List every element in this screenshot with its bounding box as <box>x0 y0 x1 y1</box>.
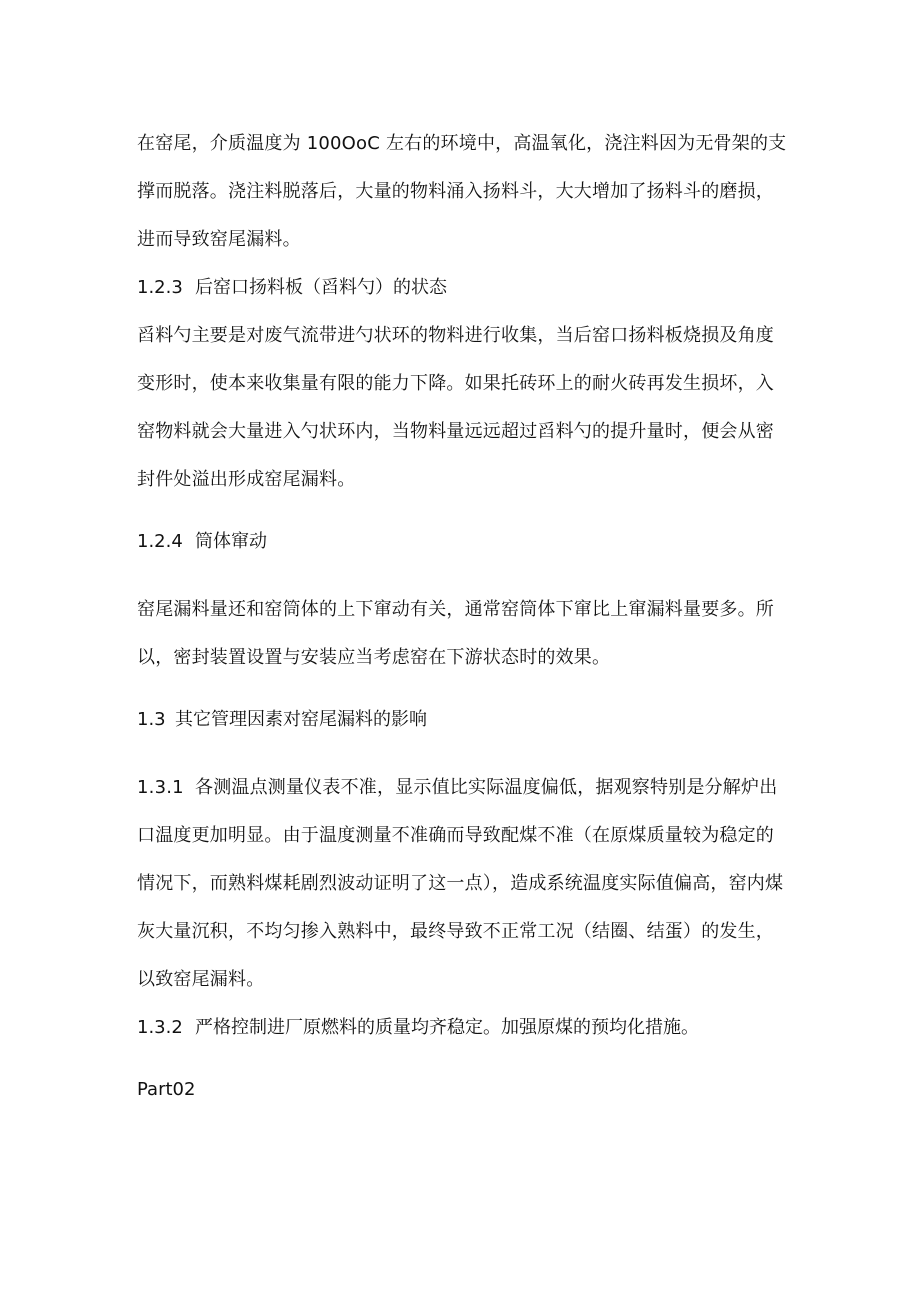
heading-text: 其它管理因素对窑尾漏料的影响 <box>175 709 427 730</box>
paragraph-1-3-2 <box>137 1004 792 1052</box>
part-label: Part02 <box>137 1079 196 1100</box>
paragraph-text: 各测温点测量仪表不准，显示值比实际温度偏低，据观察特别是分解炉出口温度更加明显。由于温度测量不准确而导致配煤不准（在原煤质量较为稳定的情况下，而熟料煤耗剧烈波动证明了这一点），造成系统温度实际值偏高，窑内煤灰大量沉积，不均匀掺入熟料中，最终导致不正常工况（结圈、结蛋）的发生，以致窑尾漏料。 <box>137 777 784 990</box>
heading-text: 后窑口扬料板（舀料勺）的状态 <box>195 277 447 298</box>
heading-1-3 <box>137 696 792 744</box>
spacer <box>137 566 792 586</box>
heading-number: 1.3 <box>137 709 166 730</box>
spacer <box>137 504 792 518</box>
paragraph-number: 1.3.1 <box>137 777 184 798</box>
paragraph-kiln-tail-oxidation: 在窑尾，介质温度为 100OoC 左右的环境中，高温氧化，浇注料因为无骨架的支撑而脱落。浇注料脱落后，大量的物料涌入扬料斗，大大增加了扬料斗的磨损，进而导致窑尾漏料。 <box>137 133 787 250</box>
spacer <box>137 682 792 696</box>
paragraph-text: 严格控制进厂原燃料的质量均齐稳定。加强原煤的预均化措施。 <box>195 1017 699 1038</box>
document-body <box>137 120 792 1114</box>
heading-1-2-3 <box>137 264 792 312</box>
heading-1-2-4 <box>137 518 792 566</box>
paragraph-scoop: 舀料勺主要是对废气流带进勺状环的物料进行收集，当后窑口扬料板烧损及角度变形时，使本来收集量有限的能力下降。如果托砖环上的耐火砖再发生损坏，入窑物料就会大量进入勺状环内，当物料量远远超过舀料勺的提升量时，便会从密封件处溢出形成窑尾漏料。 <box>137 325 774 490</box>
paragraph-number: 1.3.2 <box>137 1017 183 1038</box>
paragraph-1-3-1 <box>137 764 792 1004</box>
paragraph-cylinder-movement: 窑尾漏料量还和窑筒体的上下窜动有关，通常窑筒体下窜比上窜漏料量要多。所以，密封装置设置与安装应当考虑窑在下游状态时的效果。 <box>137 599 774 668</box>
heading-number: 1.2.4 <box>137 531 183 552</box>
spacer <box>137 744 792 764</box>
heading-number: 1.2.3 <box>137 277 183 298</box>
spacer <box>137 1052 792 1066</box>
heading-text: 筒体窜动 <box>195 531 267 552</box>
